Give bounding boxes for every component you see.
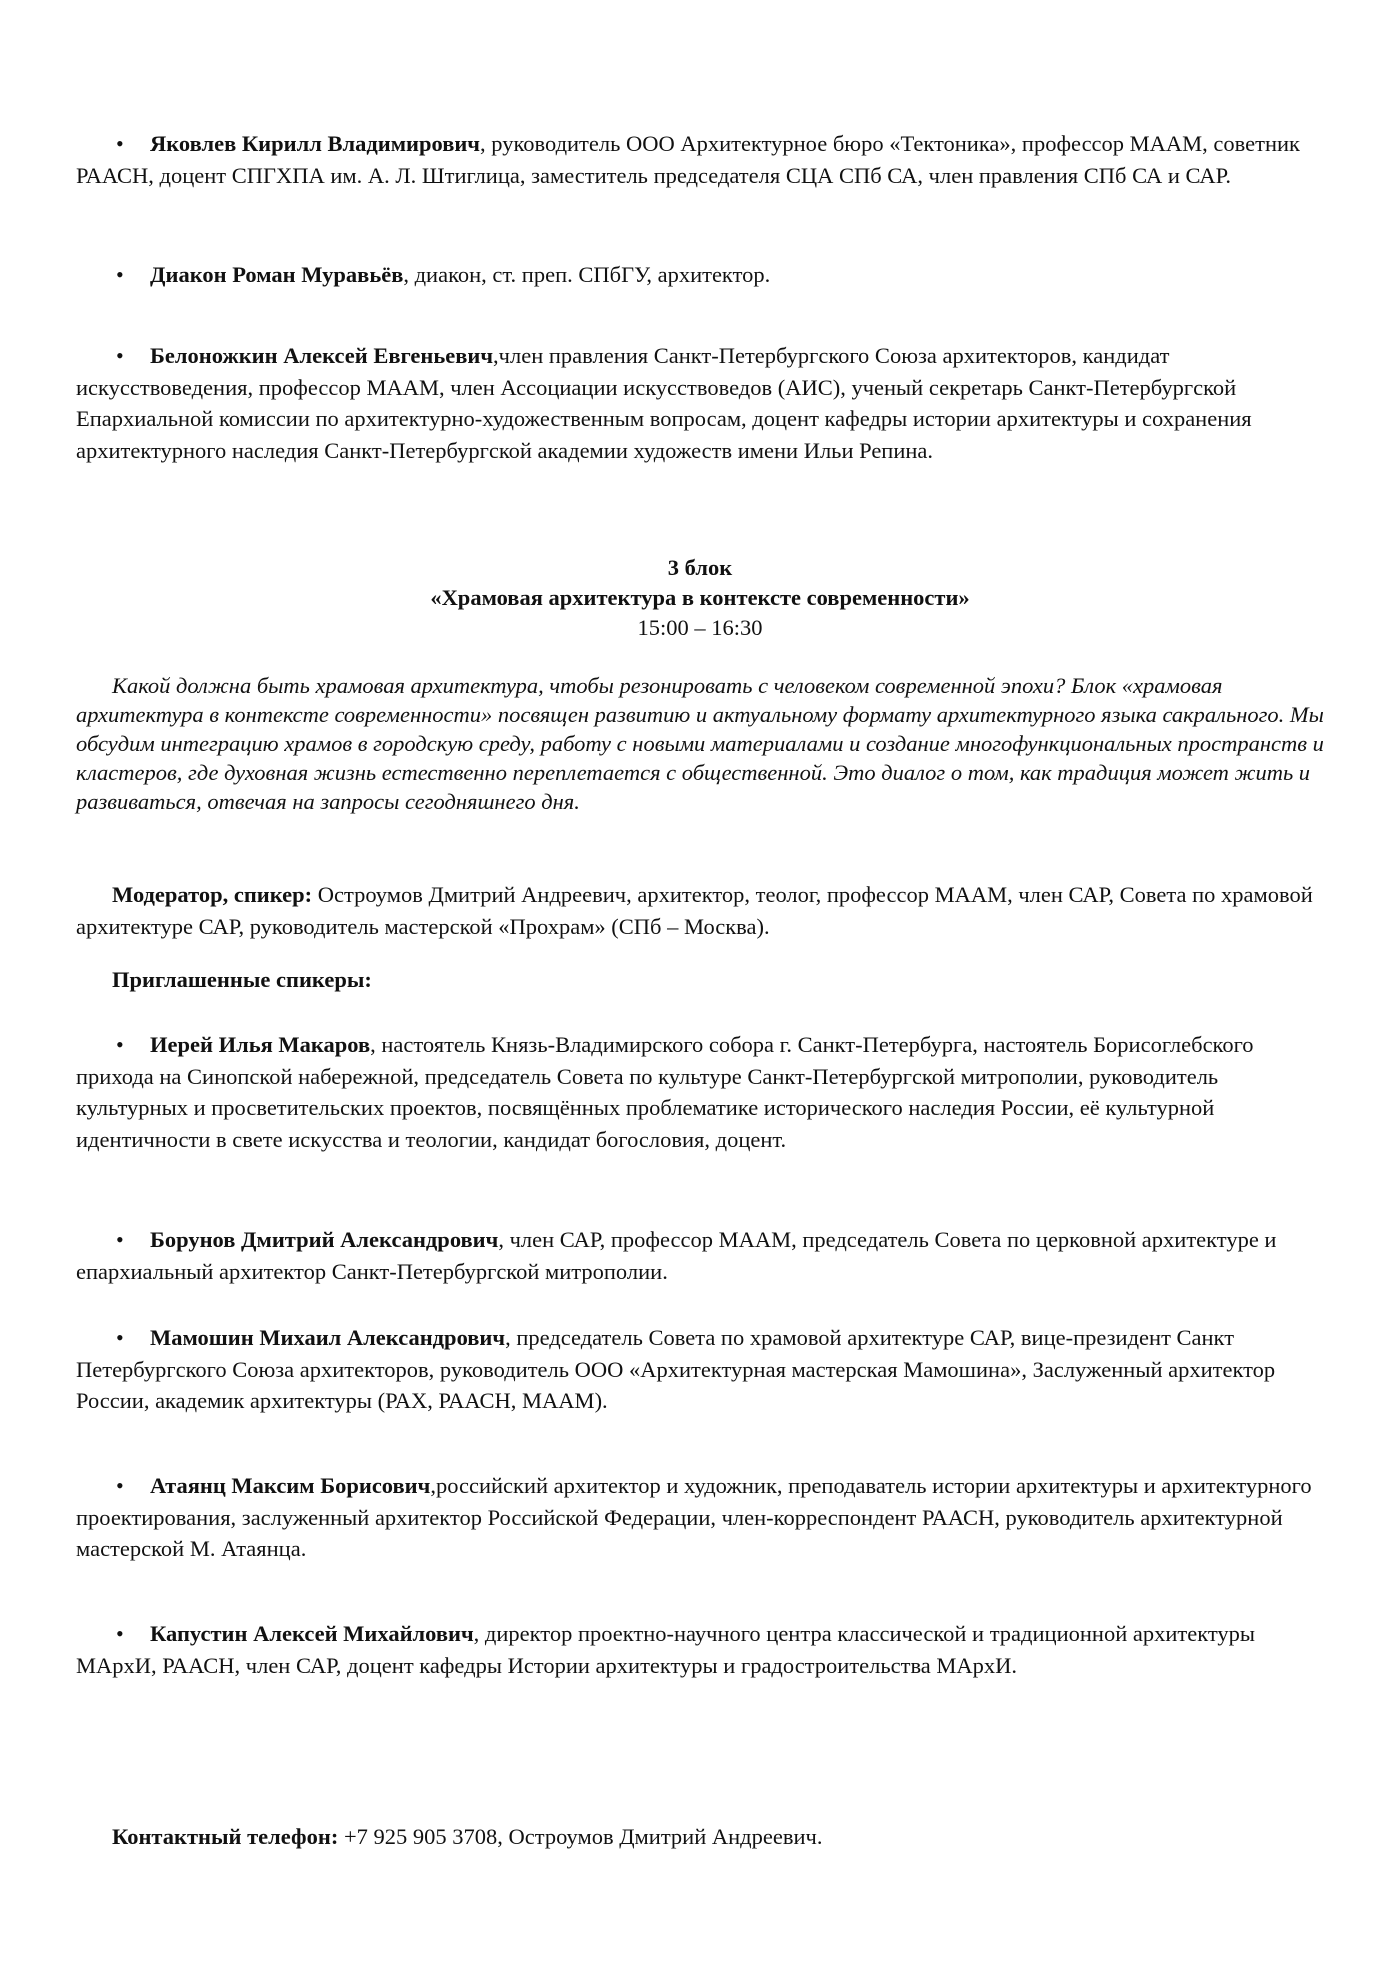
invited-speakers-label: Приглашенные спикеры: <box>112 967 372 992</box>
speaker-name: Атаянц Максим Борисович <box>150 1473 431 1498</box>
speaker-description: член САР, профессор МААМ, председатель Совета по церковной архитектуре и епархиальный архитектор Санкт-Петербургской митрополии. <box>76 1227 1277 1284</box>
speaker-name: Диакон Роман Муравьёв <box>150 262 404 287</box>
moderator-label: Модератор, спикер: <box>112 882 313 907</box>
speaker-name: Борунов Дмитрий Александрович <box>150 1227 499 1252</box>
speaker-item: •Иерей Илья Макаров, настоятель Князь-Владимирского собора г. Санкт-Петербурга, настоятель Борисоглебского прихода на Синопской набережной, председатель Совета по культуре Санкт-Петербургской митрополии, руководитель культурных и просветительских проектов, посвящённых проблематике исторического наследия России, её культурной идентичности в свете искусства и теологии, кандидат богословия, доцент. <box>76 1029 1326 1155</box>
block-title: «Храмовая архитектура в контексте современности» <box>430 585 970 610</box>
speaker-item: •Борунов Дмитрий Александрович, член САР, профессор МААМ, председатель Совета по церковной архитектуре и епархиальный архитектор Санкт-Петербургской митрополии. <box>76 1224 1326 1287</box>
speaker-item: •Диакон Роман Муравьёв, диакон, ст. преп. СПбГУ, архитектор. <box>76 259 1326 291</box>
speaker-name: Капустин Алексей Михайлович <box>150 1621 474 1646</box>
bullet-icon <box>116 1322 150 1354</box>
bullet-icon <box>116 1618 150 1650</box>
speaker-name: Мамошин Михаил Александрович <box>150 1325 506 1350</box>
contact-text: +7 925 905 3708, Остроумов Дмитрий Андреевич. <box>338 1824 823 1849</box>
bullet-icon <box>116 1470 150 1502</box>
bullet-icon <box>116 259 150 291</box>
speaker-description: диакон, ст. преп. СПбГУ, архитектор. <box>414 262 771 287</box>
bullet-icon <box>116 1029 150 1061</box>
speaker-item: •Атаянц Максим Борисович,российский архитектор и художник, преподаватель истории архитектуры и архитектурного проектирования, заслуженный архитектор Российской Федерации, член-корреспондент РААСН, руководитель архитектурной мастерской М. Атаянца. <box>76 1470 1326 1565</box>
block-description: Какой должна быть храмовая архитектура, чтобы резонировать с человеком современной эпохи? Блок «храмовая архитектура в контексте современности» посвящен развитию и актуальному формату архитектурного языка сакрального. Мы обсудим интеграцию храмов в городскую среду, работу с новыми материалами и создание многофункциональных пространств и кластеров, где духовная жизнь естественно переплетается с общественной. Это диалог о том, как традиция может жить и развиваться, отвечая на запросы сегодняшнего дня. <box>76 673 1324 814</box>
block-number: 3 блок <box>667 555 733 580</box>
moderator-paragraph <box>76 879 1326 942</box>
bullet-icon <box>116 1224 150 1256</box>
contact-paragraph <box>76 1821 1326 1853</box>
contact-label: Контактный телефон: <box>112 1824 339 1849</box>
block-time: 15:00 – 16:30 <box>637 615 763 640</box>
speaker-description: член правления Санкт-Петербургского Союза архитекторов, кандидат искусствоведения, профессор МААМ, член Ассоциации искусствоведов (АИС), ученый секретарь Санкт-Петербургской Епархиальной комиссии по архитектурно-художественным вопросам, доцент кафедры истории архитектуры и сохранения архитектурного наследия Санкт-Петербургской академии художеств имени Ильи Репина. <box>76 343 1252 463</box>
speaker-item: •Белоножкин Алексей Евгеньевич,член правления Санкт-Петербургского Союза архитекторов, кандидат искусствоведения, профессор МААМ, член Ассоциации искусствоведов (АИС), ученый секретарь Санкт-Петербургской Епархиальной комиссии по архитектурно-художественным вопросам, доцент кафедры истории архитектуры и сохранения архитектурного наследия Санкт-Петербургской академии художеств имени Ильи Репина. <box>76 340 1326 466</box>
moderator-text: Остроумов Дмитрий Андреевич, архитектор, теолог, профессор МААМ, член САР, Совета по храмовой архитектуре САР, руководитель мастерской «Прохрам» (СПб – Москва). <box>76 882 1313 939</box>
bullet-icon <box>116 340 150 372</box>
speaker-description: руководитель ООО Архитектурное бюро «Тектоника», профессор МААМ, советник РААСН, доцент СПГХПА им. А. Л. Штиглица, заместитель председателя СЦА СПб СА, член правления СПб СА и САР. <box>76 131 1300 188</box>
speaker-name: Белоножкин Алексей Евгеньевич <box>150 343 494 368</box>
speaker-description: председатель Совета по храмовой архитектуре САР, вице-президент Санкт Петербургского Союза архитекторов, руководитель ООО «Архитектурная мастерская Мамошина», Заслуженный архитектор России, академик архитектуры (РАХ, РААСН, МААМ). <box>76 1325 1276 1413</box>
speaker-description: директор проектно-научного центра классической и традиционной архитектуры МАрхИ, РААСН, член САР, доцент кафедры Истории архитектуры и градостроительства МАрхИ. <box>76 1621 1255 1678</box>
speaker-name: Иерей Илья Макаров <box>150 1032 371 1057</box>
speaker-description: российский архитектор и художник, преподаватель истории архитектуры и архитектурного проектирования, заслуженный архитектор Российской Федерации, член-корреспондент РААСН, руководитель архитектурной мастерской М. Атаянца. <box>76 1473 1312 1561</box>
speaker-item: •Капустин Алексей Михайлович, директор проектно-научного центра классической и традиционной архитектуры МАрхИ, РААСН, член САР, доцент кафедры Истории архитектуры и градостроительства МАрхИ. <box>76 1618 1326 1681</box>
speaker-name: Яковлев Кирилл Владимирович <box>150 131 480 156</box>
speaker-item: •Мамошин Михаил Александрович, председатель Совета по храмовой архитектуре САР, вице-президент Санкт Петербургского Союза архитекторов, руководитель ООО «Архитектурная мастерская Мамошина», Заслуженный архитектор России, академик архитектуры (РАХ, РААСН, МААМ). <box>76 1322 1326 1417</box>
speaker-item: •Яковлев Кирилл Владимирович, руководитель ООО Архитектурное бюро «Тектоника», профессор МААМ, советник РААСН, доцент СПГХПА им. А. Л. Штиглица, заместитель председателя СЦА СПб СА, член правления СПб СА и САР. <box>76 128 1326 191</box>
bullet-icon <box>116 128 150 160</box>
speaker-description: настоятель Князь-Владимирского собора г. Санкт-Петербурга, настоятель Борисоглебского прихода на Синопской набережной, председатель Совета по культуре Санкт-Петербургской митрополии, руководитель культурных и просветительских проектов, посвящённых проблематике исторического наследия России, её культурной идентичности в свете искусства и теологии, кандидат богословия, доцент. <box>76 1032 1254 1152</box>
